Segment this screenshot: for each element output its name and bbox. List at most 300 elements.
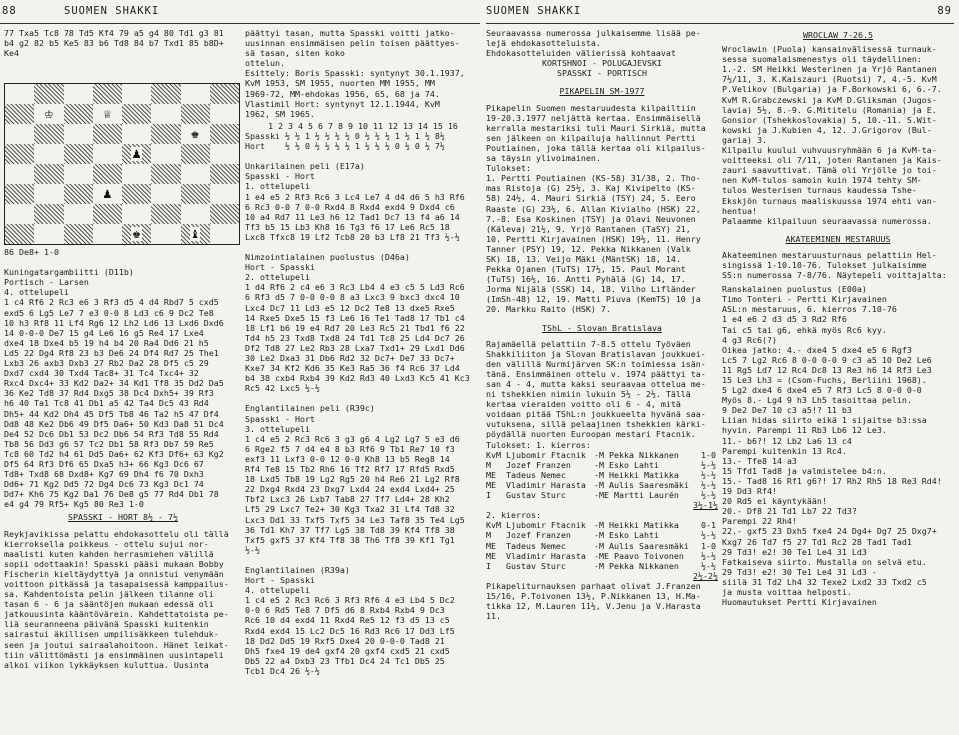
board-square [122,224,151,244]
text-line: 1 e4 e6 2 d3 d5 3 Rd2 Rf6 [722,314,847,325]
pikapeli-title: PIKAPELIN SM-1977 [559,86,645,97]
text-line: 7.-8. Esa Koskinen (TSY) ja Olavi Neuvonen [486,213,696,224]
player-away: -M Heikki Matikka [594,469,679,480]
text-line: 19 Dd3 Rf4! [722,486,777,497]
chess-piece-icon: ♚ [190,126,200,142]
player-home: M Jozef Franzen [486,459,571,470]
text-line: Kilpailu kuului vuhvuusryhmään 6 ja KvM-ta- [722,145,937,156]
text-line: Lxc4 Dc7 11 Ld3 e5 12 Dc2 Te8 13 dxe5 Rxe5 [245,302,455,313]
board-square [181,104,210,124]
text-line: 22 Dxg4 Rxd4 23 Dxg7 Lxd4 24 exd4 Lxd4+ 25 [245,484,455,495]
text-line: voidaan pitää TShL:n joukkueelta hyvänä saa- [486,409,706,420]
board-square [5,144,34,164]
board-square [122,204,151,224]
player-home: ME Vladimir Harasta [486,550,586,561]
board-square [34,84,63,104]
board-square [151,84,180,104]
board-square [210,164,239,184]
text-line [4,257,242,267]
board-square [5,184,34,204]
text-line: Raaste (G) 23½, 6. Allan Kivialho (HSK) 22, [486,203,701,214]
text-line: Timo Tonteri - Pertti Kirjavainen [722,294,887,305]
spasski-hort-heading: SPASSKI - HORT 8½ - 7½ [68,512,178,523]
semifinal-heading: Ehdokasotteluiden välierissä kohtaavat [486,48,676,59]
board-square [5,104,34,124]
text-line: Englantilainen (R39a) [245,564,350,575]
score-table [245,131,481,151]
result-score: ½-½ [701,550,716,561]
board-square [210,184,239,204]
text-line: (TuTS) 16½, 16. Antti Pyhälä (G) 14, 17. [486,274,686,285]
text-line: Dh5 fxe4 19 de4 gxf4 20 gxf4 cxd5 21 cxd5 [245,645,450,656]
text-line: exd5 6 Lg5 Le7 7 e3 0-0 8 Ld3 c6 9 Dc2 Te8 [4,307,214,318]
text-line: Reykjavikissa pelattu ehdokasottelu oli tällä [4,528,229,539]
board-square [210,144,239,164]
text-line: tulos Westerisen turnaus kaudessa Tshe- [722,185,917,196]
semifinal-pairs [486,58,718,78]
text-line: sa. Kahdentoista pelin jälkeen tilanne oli [4,589,214,600]
text-line: Tai c5 tai g6, ehkä myös Rc6 kyy. [722,324,887,335]
text-line: De4 52 Dc6 Db1 53 Dc2 Db6 54 Rf3 Td8 55 Rd4 [4,428,219,439]
player-home: ME Vladimir Harasta [486,479,586,490]
text-line: ASL:n mestaruus, 6. kierros 7.10-76 [722,304,897,315]
board-square [93,124,122,144]
text-line: 11.- b6?! 12 Lb2 La6 13 c4 [722,435,852,446]
board-square [5,84,34,104]
board-square [5,204,34,224]
board-square [64,144,93,164]
game-heading [722,284,954,314]
text-line: Tanner (PSY) 19, 12. Pekka Nikkanen (Valk [486,243,691,254]
text-line: 29 Td3! e2! 30 Te1 Le4 31 Ld3 - [722,566,877,577]
right-column-2 [722,28,954,733]
text-line: Tulokset: [486,163,531,174]
board-square [122,84,151,104]
text-line: Dd6+ 71 Kg2 Dd5 72 Dg4 Dc6 73 Kg3 Dc1 74 [4,479,204,490]
text-line: KORTSHNOI - POLUGAJEVSKI [542,58,662,69]
board-square [64,184,93,204]
text-line: singissä 1-10.10-76. Tulokset julkaisimme [722,259,927,270]
text-line: Unkarilainen peli (E17a) [245,161,365,172]
player-home: M Jozef Franzen [486,530,571,541]
match-intro [245,28,481,119]
text-line: 6 Rge2 f5 7 d4 e4 8 b3 Rf6 9 Tb1 Re7 10 f3 [245,443,455,454]
text-line: SK) 18, 13. Veijo Mäki (MäntSK) 18, 14. [486,253,681,264]
pikapeli-winners [486,581,718,621]
board-square [5,164,34,184]
board-square [151,124,180,144]
result-row [486,470,718,480]
board-square [64,164,93,184]
result-score: 1-0 [701,449,716,460]
text-line: Pikapeliturnauksen parhaat olivat J.Franzen [486,580,701,591]
text-line: 6 Rc3 0-0 7 0-0 Rxd4 8 Rxd4 exd4 9 Dxd4 c6 [245,201,455,212]
text-line: seen ja joutui sairaalahoitoon. Hänet leikat- [4,639,229,650]
round2-heading: 2. kierros: [486,510,541,521]
board-square [181,204,210,224]
text-line: Huomautukset Pertti Kirjavainen [722,597,877,608]
text-line: 1 c4 e5 2 Rc3 Rc6 3 Rf3 Rf6 4 e3 Lb4 5 Dc2 [245,595,455,606]
player-away: -ME Paavo Toivonen [594,550,684,561]
board-square [210,224,239,244]
game-moves-top [4,28,242,58]
text-line: sä tasan, siten koko [245,48,345,59]
text-line: tiin välittömästi ja ensimmäinen uusintapeli [4,649,224,660]
text-line: Portisch - Larsen [4,277,89,288]
result-score: ½-½ [701,530,716,541]
player-home: I Gustav Sturc [486,490,566,501]
chess-piece-icon: ♟ [103,186,112,202]
board-square [93,184,122,204]
text-line: Rxc4 Dxc4+ 33 Kd2 Da2+ 34 Kd1 Tf8 35 Dd2 Da5 [4,378,224,389]
player-away: -ME Martti Laurén [594,490,679,501]
board-square [64,204,93,224]
header-rule [242,23,480,24]
text-line: 7½/11, 3. K.Kaiszauri (Ruotsi) 7, 4.-5. KvM [722,74,937,85]
text-line: 18 Lxd5 Tb8 19 Lg2 Rg5 20 h4 Re6 21 Lg2 Rf8 [245,474,460,485]
text-line: 20.- Df8 21 Td1 Lb7 22 Td3? [722,506,857,517]
result-row [486,541,718,551]
text-line: päättyi tasan, mutta Spasski voitti jatko- [245,28,455,38]
player-away: -M Pekka Nikkanen [594,449,679,460]
board-square [122,184,151,204]
text-line: Poutiainen, joka tällä kertaa oli kilpailus- [486,142,706,153]
board-square [122,164,151,184]
text-line: den välillä Nurmijärven SK:n toimiessa isän- [486,358,706,369]
text-line: 4 g3 Rc6(?) [722,334,777,345]
spasski-hort-article [4,529,242,670]
text-line: 1 d4 Rf6 2 c4 e6 3 Rc3 Lb4 4 e3 c5 5 Ld3 Rc6 [245,282,465,293]
tonteri-kirjavainen-game [722,314,954,607]
text-line: Rf4 Te8 15 Tb2 Rh6 16 Tf2 Rf7 17 Rfd5 Rxd5 [245,464,455,475]
text-line: ½-½ [245,544,260,555]
text-line: 10 a4 Rd7 11 Le3 h6 12 Tad1 Dc7 13 f4 a6 14 [245,211,460,222]
result-row [486,561,718,571]
result-score: 1-0 [701,540,716,551]
board-square [210,84,239,104]
text-line: Tc8 60 Td2 h4 61 Dd5 Da6+ 62 Kf3 Df6+ 63 Kg2 [4,448,224,459]
board-square [181,164,210,184]
akateeminen-title: AKATEEMINEN MESTARUUS [785,233,891,244]
board-square [151,164,180,184]
text-line: Akateeminen mestaruusturnaus pelattiin Hel- [722,249,937,260]
right-column-1 [486,28,718,733]
text-line: Tcb1 Dc4 26 ½-½ [245,665,320,676]
text-line: 10 h3 Rf8 11 Lf4 Rg6 12 Lh2 Ld6 13 Lxd6 Dxd6 [4,317,224,328]
text-line: Ekskjön turnaus maaliskuussa 1974 ehti van- [722,195,937,206]
text-line: Td8+ Txd8 68 Dxd8+ Kg7 69 Dh4 f6 70 Dxh3 [4,469,204,480]
text-line: tasan 6 - 6 ja sääntöjen mukaan edessä oli [4,599,214,610]
text-line: b4 38 cxb4 Rxb4 39 Kd2 Rd3 40 Lxd3 Kc5 41 Kc3 [245,373,470,384]
board-square [93,164,122,184]
text-line: sessa suomalaismenestys oli täydellinen: [722,54,922,65]
board-square [151,224,180,244]
text-line: Seuraavassa numerossa julkaisemme lisää pe- [486,28,701,38]
left-column-2 [245,28,481,733]
wroclaw-article [722,44,954,226]
board-square [34,224,63,244]
player-home: KvM Ljubomir Ftacnik [486,449,586,460]
text-line: Kxg7 26 Td7 f5 27 Td1 Rc2 28 Tad1 Tad1 [722,536,912,547]
board-square [151,104,180,124]
text-line: 4. ottelupeli [4,287,69,298]
text-line: 11. [486,611,501,622]
result-row [486,450,718,460]
text-line: Spasski - Hort [245,413,315,424]
text-line: Kuningatargambiitti (D11b) [4,267,134,278]
board-square [34,184,63,204]
left-column-1b [4,247,242,687]
text-line: ottelun. [245,58,285,69]
text-line: tänä. Ensimmäinen ottelu v. 1974 päättyi ta- [486,368,706,379]
player-home: I Gustav Sturc [486,560,566,571]
text-line: tikka 12, M.Lauren 11½, V.Jenu ja V.Harasta [486,601,701,612]
text-line: sa täysin ylivoimainen. [486,153,601,164]
text-line: Lxb3 26 axb3 Dxb3 27 Rb2 Da2 28 Df5 c5 29 [4,358,209,369]
text-line: garia) 3. [722,134,767,145]
page-number: 88 [2,5,17,17]
text-line: Liian hidas siirto eikä 1 sijaitse b3:ssa [722,415,927,426]
text-line: Fischerin kieltäydyttyä ja onnistui venymään [4,568,224,579]
text-line: Dxd7 cxd4 30 Txd4 Tac8+ 31 Tc4 Txc4+ 32 [4,368,199,379]
text-line: Wroclawin (Puola) kansainvälisessä turnauk- [722,44,937,55]
text-line: lejä ehdokasotteluista. [486,38,601,49]
player-away: -M Esko Lahti [594,459,659,470]
text-line: 1. Pertti Poutiainen (KS-58) 31/38, 2. Tho- [486,173,701,184]
board-square [122,104,151,124]
round2-total: 2½-2½ [693,570,718,581]
board-square [210,204,239,224]
board-square [93,104,122,124]
text-line: Shakkiliiton ja Slovan Bratislavan joukkuei- [486,348,706,359]
text-line: ni tshekkien nimiin lukuin 5½ - 2½. Tällä [486,389,691,400]
text-line: 36 Ke2 Td8 37 Rd4 Dxg5 38 Dc4 Dxh5+ 39 Rf3 [4,388,214,399]
text-line: SPASSKI - PORTISCH [557,68,647,79]
player-away: -M Pekka Nikkanen [594,560,679,571]
text-line: kertaa vieraiden voitto oli 6 - 4, mitä [486,399,681,410]
board-square [34,204,63,224]
text-line: 15.- Tad8 16 Rf1 g6?! 17 Rh2 Rh5 18 Re3 Rd4! [722,475,942,486]
result-score: ½-½ [701,479,716,490]
text-line: Lxc8 Tfxc8 19 Lf2 Tcb8 20 b3 Lf8 21 Tf3 ½-½ [245,231,460,242]
text-line: Spasski - Hort [245,171,315,182]
board-square [5,124,34,144]
board-square [151,204,180,224]
text-line: 20. Markku Raito (HSK) 7. [486,304,611,315]
text-line: 1969-72, MM-ehdokas 1956, 65, 68 ja 74. [245,88,440,99]
text-line: Parempi kuitenkin 13 Rc4. [722,445,847,456]
text-line: Ke4 [4,48,19,59]
text-line: siilä 31 Td2 Lh4 32 Texe2 Lxd2 33 Txd2 c5 [722,576,927,587]
text-line: Gonsior (Tshekkoslovakia) 5, 10.-11. S.Wit- [722,114,937,125]
text-line: 15 Tfd1 Tad8 ja valmistelee b4:n. [722,465,887,476]
text-line: Rxd4 exd4 15 Lc2 Dc5 16 Rd3 Rc6 17 Dd3 Lf5 [245,625,455,636]
text-line: 22.- gxf5 23 Dxh5 fxe4 24 Dg4+ Dg7 25 Dxg7+ [722,526,937,537]
text-line: KvM 1953, SM 1955, nuorten MM 1955, MM [245,78,435,89]
text-line: vutuksena, sillä pelaajinen tshekkien kärki- [486,419,706,430]
text-line: Fatkaiseva siirto. Mustalla on selvä etu. [722,556,927,567]
chess-piece-icon: ♟ [132,146,141,162]
text-line: sopii odottaakin! Spasski pääsi mukaan Bobby [4,558,224,569]
text-line: 14 Rxe5 Dxe5 15 f3 Le6 16 Te1 Tad8 17 Tb1 c4 [245,312,465,323]
board-square [5,224,34,244]
text-line: uusinnan ensimmäisen pelin toisen päättyes- [245,38,460,49]
running-head-title: SUOMEN SHAKKI [486,5,582,17]
text-line: 2. ottelupeli [245,272,310,283]
text-line: Lf5 29 Lxc7 Te2+ 30 Kg3 Txa2 31 Lf4 Td8 32 [245,504,455,515]
text-line: Dd7+ Kh6 75 Kg2 Da1 76 De8 g5 77 Rd4 Db1 78 [4,489,219,500]
wroclaw-title: WROCLAW 7-26.5 [803,30,873,40]
text-line: Dd8 48 Ke2 Db6 49 Df5 Da6+ 50 Kd3 Da8 51 Dc4 [4,418,224,429]
text-line: 13.- Tfe8 14 a3 [722,455,797,466]
text-line: Oikea jatko: 4.- dxe4 5 dxe4 e5 6 Rgf3 [722,344,912,355]
text-line: voittoon pitkässä ja tasapaisessä kamppailus- [4,579,229,589]
result-row [486,460,718,470]
text-line: hyvin. Parempi 11 Rb3 Lb6 12 Le3. [722,425,887,436]
text-line [245,555,481,565]
board-square [210,124,239,144]
right-page [482,0,959,735]
text-line: 10. Pertti Kirjavainen (HSK) 19½, 11. Henry [486,233,701,244]
text-line: Rc6 10 d4 exd4 11 Rxd4 Re5 12 f3 d5 13 c5 [245,615,450,626]
result-score: 0-1 [701,520,716,531]
board-square [64,124,93,144]
text-line: ja musta voittaa helposti. [722,586,852,597]
text-line: exf3 11 Lxf3 0-0 12 0-0 Kh8 13 b5 Reg8 14 [245,453,450,464]
board-square [122,124,151,144]
text-line: voitteeksi oli 7/11, joten Rantanen ja Kais- [722,155,942,166]
text-line: b4 g2 82 b5 Ke5 83 b6 Td8 84 b7 Txd1 85 b8D+ [4,38,224,49]
text-line: Spasski ½ ½ 1 ½ ½ ½ ½ 0 ½ ½ ½ 1 ½ 1 ½ 8½ [245,130,445,141]
board-square [210,104,239,124]
text-line: Hort - Spasski [245,575,315,586]
text-line: 77 Txa5 Tc8 78 Td5 Kf4 79 a5 g4 80 Td1 g3 81 [4,28,224,38]
pikapeli-article [486,103,718,315]
next-issue-note [486,28,718,48]
text-line: Ld5 22 Dg4 Rf8 23 b3 De6 24 Df4 Rd7 25 The1 [4,347,219,358]
text-line: mas Ristoja (G) 25½, 3. Kaj Kivipelto (KS- [486,183,696,194]
text-line: 1962, SM 1965. [245,108,315,119]
text-line: (ImSh-48) 12, 19. Matti Piuva (KemTS) 10 ja [486,294,701,305]
text-line: Vlastimil Hort: syntynyt 12.1.1944, KvM [245,98,440,109]
board-square [122,144,151,164]
text-line: Rajamäellä pelattiin 7-8.5 ottelu Työväen [486,338,691,349]
text-line: Dh5+ 44 Kd2 Dh4 45 Df5 Tb8 46 Ta2 h5 47 Df4 [4,408,219,419]
text-line: Pekka Ojanen (TuTS) 17½, 15. Paul Morant [486,264,686,275]
text-line: 4. ottelupeli [245,585,310,596]
board-square [64,224,93,244]
round1-total: 3½-1½ [693,500,718,511]
player-away: -M Esko Lahti [594,530,659,541]
text-line: Df2 Td8 27 Le2 Rb3 28 Lxa7 Txd1+ 29 Lxd1 Dd6 [245,342,465,353]
text-line: 15 Le3 Lh3 = (Csom-Fuchs, Berliini 1968). [722,375,927,385]
text-line: (Käleva) 21½, 9. Yrjö Rantanen (TaSY) 21, [486,223,691,234]
chess-piece-icon: ♚ [132,226,141,242]
result-row [486,530,718,540]
text-line: Englantilainen peli (R39c) [245,403,375,414]
running-head-title: SUOMEN SHAKKI [64,5,160,17]
text-line: Tb8 56 Dd3 g6 57 Tc2 Db1 58 Rf3 Db7 59 Re5 [4,438,214,449]
text-line: 9 De2 De7 10 c3 a5!? 11 b3 [722,405,852,416]
text-line: h6 40 Ta1 Tc8 41 Db1 a5 42 Ta4 Dc5 43 Rd4 [4,398,209,409]
match-games [245,151,481,676]
header-rule [486,23,954,24]
board-square [181,184,210,204]
result-row [486,490,718,500]
round2-results [486,520,718,570]
text-line: alkoi viikon lykkäyksen kuluttua. Uusinta [4,659,209,670]
text-line: 58) 24½, 4. Mauri Sirkiä (TSY) 24, 5. Eero [486,193,696,204]
tshl-article [486,339,718,450]
text-line: 20 Rd5 ei käyntykään! [722,496,827,507]
text-line: Pikapelin Suomen mestaruudesta kilpailtiin [486,102,696,113]
text-line: 29 Td3! e2! 30 Te1 Le4 31 Ld3 [722,546,867,557]
text-line: Parempi 22 Rh4! [722,516,797,527]
text-line: liä seuranneena päivänä Spasski kuitenkin [4,619,209,630]
text-line: 1 e4 e5 2 Rf3 Rc6 3 Lc4 Le7 4 d4 d6 5 h3 Rf6 [245,191,465,202]
text-line: Hort - Spasski [245,262,315,273]
text-line: SS:n numerossa 7-8/76. Näytepeli voittajalta: [722,270,947,281]
text-line: Td4 h5 23 Txd8 Txd8 24 Td1 Tc8 25 Ld4 Dc7 26 [245,332,465,343]
text-line: Palaamme kilpailuun seuraavassa numerossa. [722,215,932,226]
text-line: 15/16, P.Toivonen 13½, P.Nikkanen 13, H.Ma- [486,590,701,601]
text-line: 30 Le2 Dxa3 31 Db6 Rd2 32 Dc7+ De7 33 Dc7+ [245,353,455,363]
right-running-head [486,2,954,24]
text-line: Df5 64 Rf3 Df6 65 Dxa5 h3+ 66 Kg3 Dc6 67 [4,458,204,469]
text-line: Nimzointialainen puolustus (D46a) [245,252,410,263]
text-line: Tulokset: 1. kierros: [486,439,591,450]
text-line: 0-0 6 Rd5 Te8 7 Df5 d6 8 Rxb4 Rxb4 9 Dc3 [245,605,445,616]
akateeminen-article [722,250,954,280]
text-line: Kxe7 34 Kf2 Kd6 35 Ke3 Ra5 36 f4 Rc6 37 Ld4 [245,363,460,374]
text-line: 86 De8+ 1-0 [4,247,59,257]
board-square [93,84,122,104]
text-line: Rc5 42 Lxc5 ½-½ [245,383,320,394]
text-line: Jorma Nijälä (SSK) 14, 18. Vilho Lifländer [486,284,696,295]
text-line [245,242,481,252]
page-number: 89 [937,5,952,17]
left-running-head-2 [242,2,480,24]
text-line: P.Velikov (Bulgaria) ja F.Borkowski 6, 6.-7. [722,84,942,95]
text-line: 1 c4 e5 2 Rc3 Rc6 3 g3 g6 4 Lg2 Lg7 5 e3 d6 [245,433,460,444]
text-line: 3. ottelupeli [245,423,310,434]
text-line: maalisti kuten kahden herrasmiehen välillä [4,548,214,559]
board-square [181,224,210,244]
board-square [181,124,210,144]
score-table-header: 1 2 3 4 5 6 7 8 9 10 11 12 13 14 15 16 [268,120,458,131]
chess-piece-icon: ♝ [190,226,200,242]
player-home: ME Tadeus Nemec [486,469,566,480]
text-line: Hort ½ ½ 0 ½ ½ ½ ½ 1 ½ ½ ½ 0 ½ 0 ½ 7½ [245,141,445,152]
text-line: kerralla mestariksi tuli Mauri Sirkiä, mutta [486,122,706,133]
result-row [486,520,718,530]
board-square [34,144,63,164]
board-square [34,104,63,124]
text-line: Esittely: Boris Spasski: syntynyt 30.1.1937, [245,68,465,79]
result-score: ½-½ [701,469,716,480]
text-line: Db5 22 a4 Dxb3 23 Tfb1 Dc4 24 Tc1 Db5 25 [245,655,445,666]
text-line: dxe4 18 Dxe4 b5 19 h4 b4 20 Ra4 Dd6 21 h5 [4,337,209,348]
text-line: sen jälkeen on kilpailuja hallinnut Pertti [486,132,696,143]
text-line: jatkouusinta kääntövärein. Kahdettatoista pe- [4,609,229,620]
chess-diagram [4,83,240,245]
result-score: ½-½ [701,560,716,571]
result-score: ½-½ [701,490,716,501]
text-line: e4 g4 79 Rf5+ Kg5 80 Re3 1-0 [4,499,144,510]
portisch-larsen-game [4,247,242,509]
text-line [245,393,481,403]
player-home: KvM Ljubomir Ftacnik [486,520,586,531]
